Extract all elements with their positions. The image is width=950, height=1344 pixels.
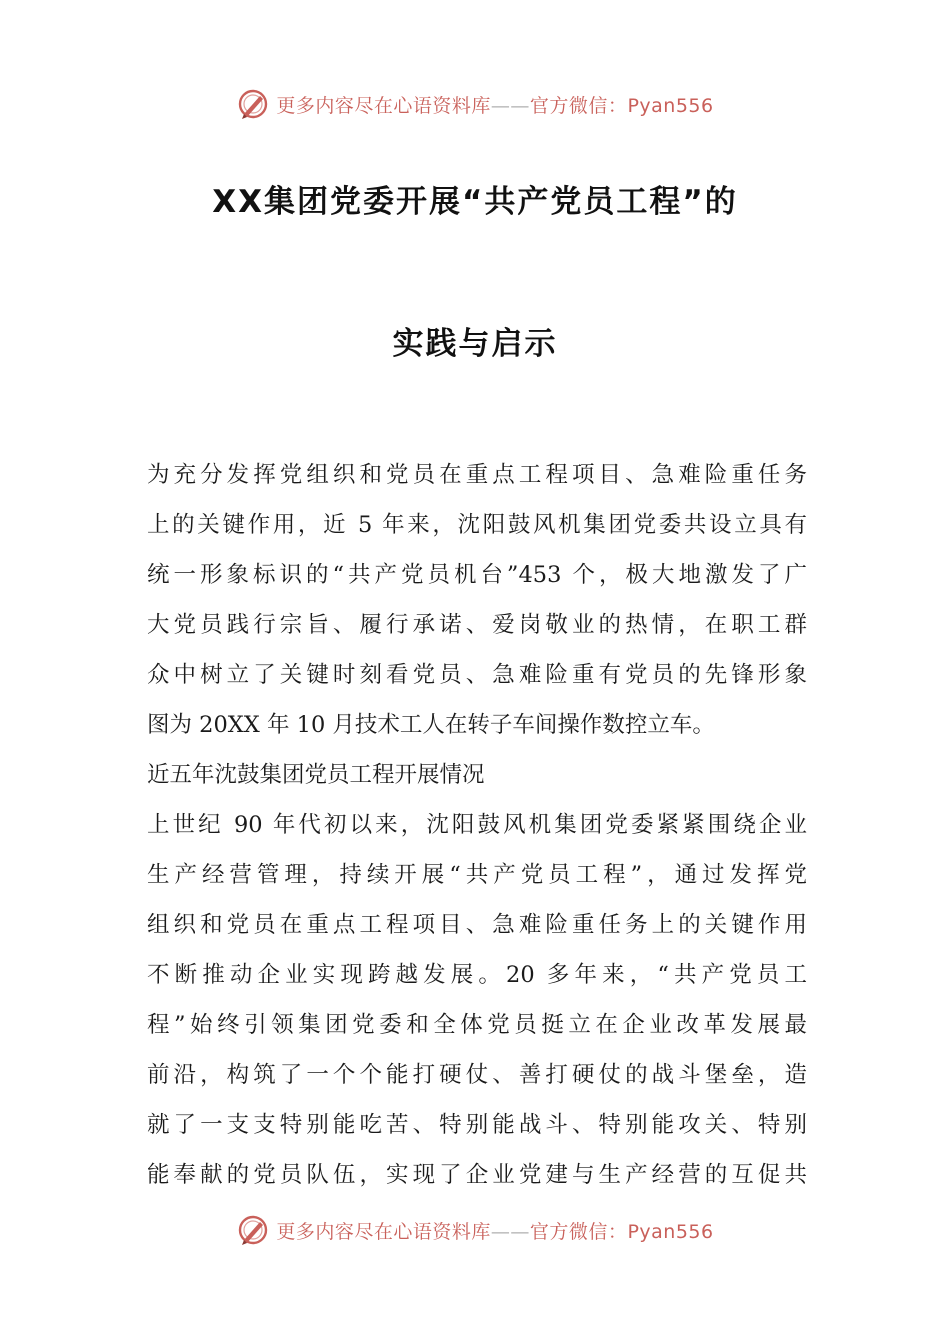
- body-line: 众中树立了关键时刻看党员、急难险重有党员的先锋形象: [147, 662, 807, 688]
- pen-circle-logo-icon: [236, 1213, 270, 1247]
- body-line: 就了一支支特别能吃苦、特别能战斗、特别能攻关、特别: [147, 1112, 807, 1138]
- body-line: 上的关键作用，近 5 年来，沈阳鼓风机集团党委共设立具有: [147, 512, 807, 538]
- body-line: 大党员践行宗旨、履行承诺、爱岗敬业的热情，在职工群: [147, 612, 807, 638]
- watermark-banner-top: [0, 84, 950, 124]
- body-line: 不断推动企业实现跨越发展。20 多年来，“共产党员工: [147, 962, 807, 988]
- document-title-line-1: XX集团党委开展“共产党员工程”的: [212, 184, 738, 220]
- body-line: 前沿，构筑了一个个能打硬仗、善打硬仗的战斗堡垒，造: [147, 1062, 807, 1088]
- pen-circle-logo-icon: [236, 87, 270, 121]
- body-line: 生产经营管理，持续开展“共产党员工程”，通过发挥党: [147, 862, 807, 888]
- body-line: 程”始终引领集团党委和全体党员挺立在企业改革发展最: [147, 1012, 807, 1038]
- body-line: 组织和党员在重点工程项目、急难险重任务上的关键作用: [147, 912, 807, 938]
- watermark-text: 更多内容尽在心语资料库——官方微信：Pyan556: [276, 1220, 714, 1243]
- watermark-banner-bottom: [0, 1210, 950, 1250]
- document-body: [147, 450, 807, 1200]
- section-heading: 近五年沈鼓集团党员工程开展情况: [147, 762, 485, 788]
- watermark-content: [236, 1213, 713, 1247]
- document-title-line-2: 实践与启示: [392, 326, 558, 362]
- body-line: 图为 20XX 年 10 月技术工人在转子车间操作数控立车。: [147, 712, 715, 738]
- body-line: 上世纪 90 年代初以来，沈阳鼓风机集团党委紧紧围绕企业: [147, 812, 807, 838]
- body-line: 为充分发挥党组织和党员在重点工程项目、急难险重任务: [147, 462, 807, 488]
- body-line: 能奉献的党员队伍，实现了企业党建与生产经营的互促共: [147, 1162, 807, 1188]
- body-line: 统一形象标识的“共产党员机台”453 个，极大地激发了广: [147, 562, 807, 588]
- watermark-content: [236, 87, 713, 121]
- watermark-text: 更多内容尽在心语资料库——官方微信：Pyan556: [276, 94, 714, 117]
